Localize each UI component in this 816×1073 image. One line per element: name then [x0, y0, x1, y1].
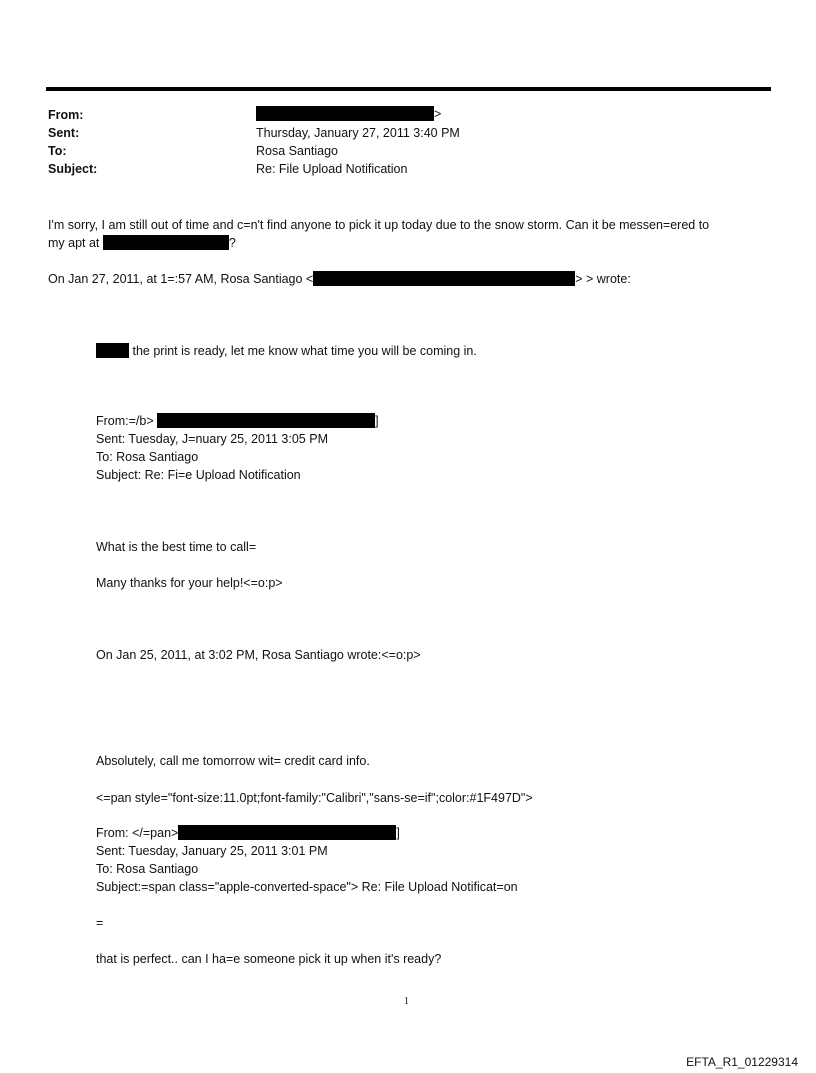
para1-line1: I'm sorry, I am still out of time and c=n't find anyone to pick it up today due to the snow storm. Can it be messen=ered to: [48, 218, 710, 232]
fwd2-from-suffix: ]: [396, 826, 400, 840]
redaction-box: [256, 106, 434, 121]
best-time-line: What is the best time to call=: [96, 540, 257, 554]
quote1-line: [48, 270, 631, 288]
redaction-box: [103, 235, 229, 250]
fwd2-from: [96, 824, 400, 842]
from-suffix: >: [434, 107, 442, 121]
to-value: Rosa Santiago: [256, 144, 339, 158]
fwd2-sent: Sent: Tuesday, January 25, 2011 3:01 PM: [96, 844, 328, 858]
redaction-box: [313, 271, 575, 286]
fwd1-from-prefix: From:=/b>: [96, 414, 154, 428]
equals-line: =: [96, 916, 104, 930]
fwd1-to: To: Rosa Santiago: [96, 450, 199, 464]
redaction-box: [157, 413, 375, 428]
absolutely-line: Absolutely, call me tomorrow wit= credit card info.: [96, 754, 370, 768]
redaction-box: [178, 825, 396, 840]
page-number: 1: [404, 996, 409, 1007]
fwd1-sent: Sent: Tuesday, J=nuary 25, 2011 3:05 PM: [96, 432, 328, 446]
pan-style-line: <=pan style="font-size:11.0pt;font-family:"Calibri","sans-se=if";color:#1F497D">: [96, 791, 533, 805]
fwd2-to: To: Rosa Santiago: [96, 862, 199, 876]
fwd1-from-suffix: ]: [375, 414, 379, 428]
to-label: To:: [48, 144, 67, 158]
many-thanks-line: Many thanks for your help!<=o:p>: [96, 576, 283, 590]
sent-label: Sent:: [48, 126, 80, 140]
para1-line2-prefix: my apt at: [48, 236, 100, 250]
fwd1-subject: Subject: Re: Fi=e Upload Notification: [96, 468, 301, 482]
header-rule: [46, 87, 771, 91]
fwd2-subject: Subject:=span class="apple-converted-space"> Re: File Upload Notificat=on: [96, 880, 518, 894]
document-id: EFTA_R1_01229314: [686, 1055, 798, 1069]
subject-value: Re: File Upload Notification: [256, 162, 408, 176]
print-ready-text: the print is ready, let me know what time you will be coming in.: [132, 344, 477, 358]
subject-label: Subject:: [48, 162, 98, 176]
quote1-suffix: > > wrote:: [575, 272, 631, 286]
fwd1-from: [96, 412, 379, 430]
para1-line2-suffix: ?: [228, 236, 236, 250]
quote1-prefix: On Jan 27, 2011, at 1=:57 AM, Rosa Santiago <: [48, 272, 314, 286]
sent-value: Thursday, January 27, 2011 3:40 PM: [256, 126, 460, 140]
para1-line2: [48, 234, 236, 252]
quote2-line: On Jan 25, 2011, at 3:02 PM, Rosa Santiago wrote:<=o:p>: [96, 648, 421, 662]
print-ready-line: [96, 342, 477, 360]
redaction-box: [96, 343, 129, 358]
from-label: From:: [48, 108, 84, 122]
perfect-line: that is perfect.. can I ha=e someone pick it up when it's ready?: [96, 952, 442, 966]
from-value: [256, 106, 441, 121]
fwd2-from-prefix: From: </=pan>: [96, 826, 179, 840]
